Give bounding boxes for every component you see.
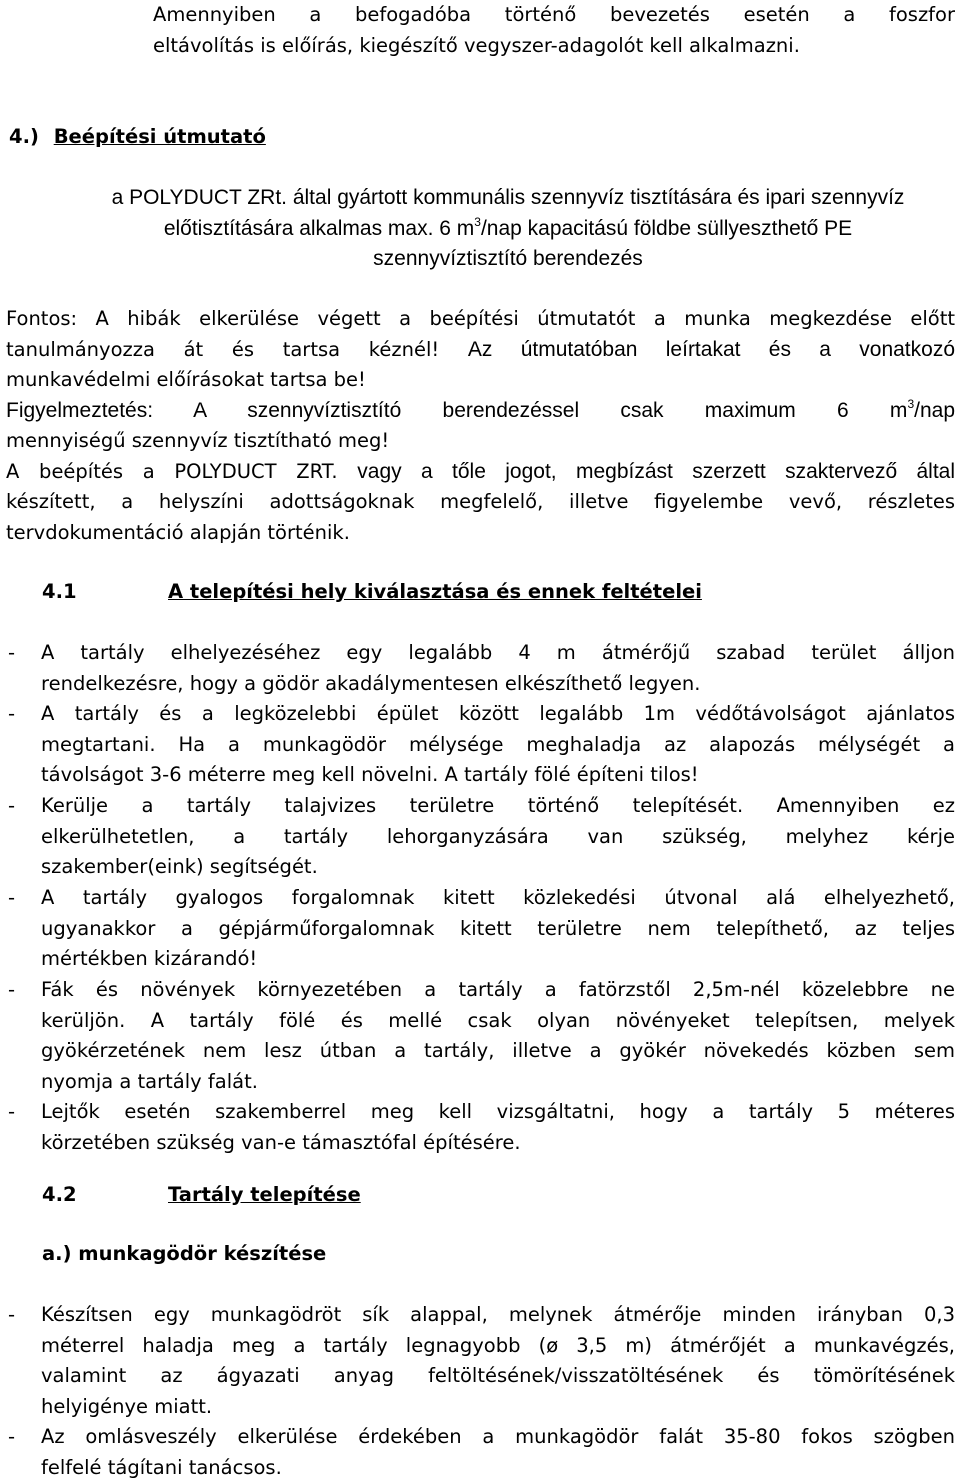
notice-block <box>6 304 955 548</box>
list-bullet: - <box>8 794 16 817</box>
list-bullet: - <box>8 1303 16 1326</box>
section-4-desc-line-1: a POLYDUCT ZRt. által gyártott kommunális szennyvíz tisztítására és ipari szennyvíz <box>111 186 905 209</box>
list-bullet: - <box>8 702 16 725</box>
section-4-2-heading <box>42 1180 942 1211</box>
section-4-desc-line-3: szennyvíztisztító berendezés <box>373 247 643 270</box>
document-page: Amennyiben a befogadóba történő bevezetés esetén a foszfor eltávolítás is előírás, kiegészítő vegyszer-adagolót kell alkalmazni. 4.) Beépítési útmutató a POLYDUCT ZRt. által gyártott kommunális szennyvíz tisztítására és ipari szennyvíz előtisztítására alkalmas max. 6 $m^3$/nap kapacitású földbe süllyeszthető PE szennyvíztisztító berendezés Fontos: A hibák elkerülése végett a beépítési útmutatót a munka megkezdése előtt tanulmányozza át és tartsa kéznél! Az útmutatóban leírtakat és a vonatkozó munkavédelmi előírásokat tartsa be! Figyelmeztetés: A szennyvíztisztító berendezéssel csak maximum 6 $m^3$/nap mennyiségű szennyvíz tisztítható meg! A beépítés a POLYDUCT ZRT. vagy a tőle jogot, megbízást szerzett szaktervező által készített, a helyszíni adottságoknak megfelelő, illetve figyelembe vevő, részletes tervdokumentáció alapján történik. 4.1 A telepítési hely kiválasztása és ennek feltételei - A tartály elhelyezéséhez egy legalább 4 m átmérőjű szabad terület álljon rendelkezésre, hogy a gödör akadálymentesen elkészíthető legyen. - A tartály és a legközelebbi épület között legalább 1m védőtávolságot ajánlatos megtartani. Ha a munkagödör mélysége meghaladja az alapozás mélységét a távolságot 3-6 méterre meg kell növelni. A tartály fölé építeni tilos! - Kerülje a tartály talajvizes területre történő telepítését. Amennyiben ez elkerülhetetlen, a tartály lehorganyzására van szükség, melyhez kérje szakember(eink) segítségét. - A tartály gyalogos forgalomnak kitett közlekedési útvonal alá elhelyezhető, ugyanakkor a gépjárműforgalomnak kitett területre nem telepíthető, az teljes mértékben kizárandó! - Fák és növények környezetében a tartály a fatörzstől 2,5m-nél közelebbre ne kerüljön. A tartály fölé és mellé csak olyan növényeket telepítsen, melyek gyökérzetének nem lesz útban a tartály, illetve a gyökér növekedés közben sem nyomja a tartály falát. - Lejtők esetén szakemberrel meg kell vizsgáltatni, hogy a tartály 5 méteres körzetében szükség van-e támasztófal építésére. 4.2 Tartály telepítése a.) munkagödör készítése - Készítsen egy munkagödröt sík alappal, melynek átmérője minden irányban 0,3 méterrel haladja meg a tartály legnagyobb (ø 3,5 m) átmérőjét a munkavégzés, valamint az ágyazati anyag feltöltésének/visszatöltésének és tömörítésének helyigénye miatt. - Az omlásveszély elkerülése érdekében a munkagödör falát 35-80 fokos szögben felfelé tágítani tanácsos. <box>0 0 960 1484</box>
section-4-heading <box>9 122 266 153</box>
notice-p1-line-3: munkavédelmi előírásokat tartsa be! <box>6 368 366 391</box>
section-4-2-number: 4.2 <box>42 1183 77 1206</box>
section-4-desc-line-2: előtisztítására alkalmas max. 6 $m^3$/nap kapacitású földbe süllyeszthető PE <box>163 214 853 240</box>
notice-p3-line-3: tervdokumentáció alapján történik. <box>6 520 350 544</box>
notice-p1-line-2: tanulmányozza át és tartsa kéznél! Az útmutatóban leírtakat és a vonatkozó <box>6 337 955 361</box>
list-bullet: - <box>8 978 16 1001</box>
section-4-2-title: Tartály telepítése <box>168 1183 361 1206</box>
list-bullet: - <box>8 1100 16 1123</box>
notice-p2-line-2: mennyiségű szennyvíz tisztítható meg! <box>6 429 390 452</box>
section-4-title: Beépítési útmutató <box>53 125 266 148</box>
subsection-a-heading: a.) munkagödör készítése <box>42 1242 327 1265</box>
notice-p2-line-1: Figyelmeztetés: A szennyvíztisztító berendezéssel csak maximum 6 $m^3$/nap <box>6 396 955 422</box>
list-bullet: - <box>8 1425 16 1448</box>
section-4-description <box>70 183 946 275</box>
section-4-1-number: 4.1 <box>42 580 77 603</box>
notice-p1-line-1: Fontos: A hibák elkerülése végett a beépítési útmutatót a munka megkezdése előtt <box>6 307 955 330</box>
section-4-1-heading <box>42 577 942 608</box>
list-bullet: - <box>8 641 16 664</box>
intro-line-2: eltávolítás is előírás, kiegészítő vegyszer-adagolót kell alkalmazni. <box>153 33 800 57</box>
intro-paragraph <box>153 0 955 61</box>
notice-p3-line-1: A beépítés a POLYDUCT ZRT. vagy a tőle jogot, megbízást szerzett szaktervező által <box>6 459 956 483</box>
notice-p3-line-2: készített, a helyszíni adottságoknak megfelelő, illetve figyelembe vevő, részletes <box>6 490 955 513</box>
section-4-number: 4.) <box>9 125 39 148</box>
intro-line-1: Amennyiben a befogadóba történő bevezetés esetén a foszfor <box>153 3 955 26</box>
section-4-1-title: A telepítési hely kiválasztása és ennek feltételei <box>168 580 702 603</box>
list-bullet: - <box>8 886 16 909</box>
